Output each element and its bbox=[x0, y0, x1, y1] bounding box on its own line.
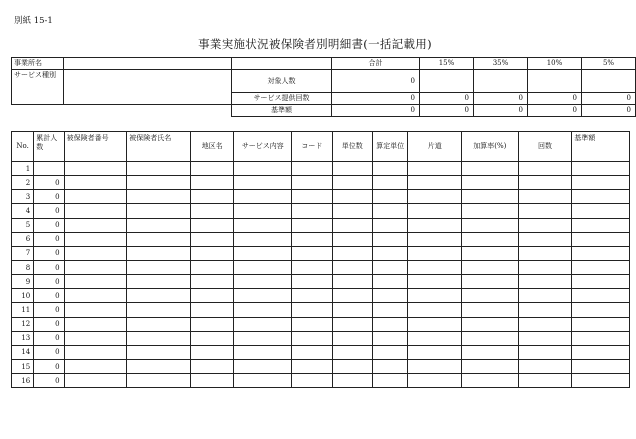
base-amount-field[interactable] bbox=[572, 275, 630, 289]
base-amount-field[interactable] bbox=[572, 317, 630, 331]
code-field[interactable] bbox=[292, 331, 332, 345]
addition-rate-field[interactable] bbox=[462, 374, 519, 388]
service-type-label: サービス種別 bbox=[12, 70, 64, 105]
one-way-field[interactable] bbox=[408, 374, 462, 388]
insured-name-field[interactable] bbox=[127, 162, 191, 176]
rate-15-header: 15% bbox=[420, 58, 474, 70]
service-content-field[interactable] bbox=[234, 374, 292, 388]
addition-rate-field[interactable] bbox=[462, 303, 519, 317]
table-row bbox=[12, 275, 630, 289]
code-field[interactable] bbox=[292, 176, 332, 190]
calc-unit-field[interactable] bbox=[373, 246, 408, 260]
times-field[interactable] bbox=[518, 317, 572, 331]
cumulative-count: 0 bbox=[34, 345, 64, 359]
times-field[interactable] bbox=[518, 331, 572, 345]
cumulative-count: 0 bbox=[34, 218, 64, 232]
cumulative-count: 0 bbox=[34, 289, 64, 303]
one-way-field[interactable] bbox=[408, 190, 462, 204]
district-field[interactable] bbox=[191, 260, 234, 274]
base-amount-field[interactable] bbox=[572, 204, 630, 218]
one-way-header: 片道 bbox=[408, 132, 462, 162]
unit-count-field[interactable] bbox=[332, 246, 372, 260]
addition-rate-field[interactable] bbox=[462, 359, 519, 373]
summary-cell bbox=[528, 70, 582, 93]
service-content-field[interactable] bbox=[234, 359, 292, 373]
calc-unit-field[interactable] bbox=[373, 275, 408, 289]
times-header: 回数 bbox=[518, 132, 572, 162]
summary-row-target-count bbox=[12, 70, 636, 93]
form-id: 別紙 15-1 bbox=[14, 16, 53, 26]
summary-row-base-amount bbox=[12, 105, 636, 117]
district-field[interactable] bbox=[191, 204, 234, 218]
service-content-field[interactable] bbox=[234, 275, 292, 289]
insured-name-field[interactable] bbox=[127, 331, 191, 345]
calc-unit-field[interactable] bbox=[373, 204, 408, 218]
addition-rate-field[interactable] bbox=[462, 275, 519, 289]
addition-rate-field[interactable] bbox=[462, 289, 519, 303]
calc-unit-field[interactable] bbox=[373, 374, 408, 388]
one-way-field[interactable] bbox=[408, 289, 462, 303]
district-field[interactable] bbox=[191, 190, 234, 204]
base-amount-field[interactable] bbox=[572, 374, 630, 388]
office-name-label: 事業所名 bbox=[12, 58, 64, 70]
summary-cell: 0 bbox=[332, 93, 420, 105]
code-field[interactable] bbox=[292, 218, 332, 232]
row-number: 10 bbox=[12, 289, 34, 303]
insured-name-field[interactable] bbox=[127, 289, 191, 303]
service-content-field[interactable] bbox=[234, 218, 292, 232]
row-number: 13 bbox=[12, 331, 34, 345]
base-amount-field[interactable] bbox=[572, 176, 630, 190]
district-field[interactable] bbox=[191, 303, 234, 317]
row-number: 3 bbox=[12, 190, 34, 204]
service-content-field[interactable] bbox=[234, 232, 292, 246]
summary-row-label: 基準額 bbox=[232, 105, 332, 117]
times-field[interactable] bbox=[518, 359, 572, 373]
base-amount-field[interactable] bbox=[572, 260, 630, 274]
one-way-field[interactable] bbox=[408, 246, 462, 260]
addition-rate-field[interactable] bbox=[462, 246, 519, 260]
code-field[interactable] bbox=[292, 204, 332, 218]
base-amount-field[interactable] bbox=[572, 345, 630, 359]
summary-row-label: サービス提供回数 bbox=[232, 93, 332, 105]
times-field[interactable] bbox=[518, 204, 572, 218]
unit-count-field[interactable] bbox=[332, 190, 372, 204]
table-row bbox=[12, 345, 630, 359]
base-amount-field[interactable] bbox=[572, 190, 630, 204]
service-content-header: サービス内容 bbox=[234, 132, 292, 162]
summary-cell: 0 bbox=[582, 105, 636, 117]
row-number: 2 bbox=[12, 176, 34, 190]
base-amount-field[interactable] bbox=[572, 289, 630, 303]
cumulative-header: 累計人数 bbox=[34, 132, 64, 162]
calc-unit-field[interactable] bbox=[373, 359, 408, 373]
service-content-field[interactable] bbox=[234, 345, 292, 359]
insured-name-header: 被保険者氏名 bbox=[127, 132, 191, 162]
unit-count-field[interactable] bbox=[332, 331, 372, 345]
insured-name-field[interactable] bbox=[127, 246, 191, 260]
times-field[interactable] bbox=[518, 162, 572, 176]
addition-rate-header: 加算率(%) bbox=[462, 132, 519, 162]
detail-table bbox=[11, 131, 630, 388]
unit-count-field[interactable] bbox=[332, 317, 372, 331]
insured-number-field[interactable] bbox=[64, 275, 127, 289]
times-field[interactable] bbox=[518, 303, 572, 317]
table-row bbox=[12, 303, 630, 317]
summary-header-row bbox=[12, 58, 636, 70]
summary-table bbox=[11, 57, 636, 117]
times-field[interactable] bbox=[518, 260, 572, 274]
calc-unit-field[interactable] bbox=[373, 317, 408, 331]
cumulative-count: 0 bbox=[34, 275, 64, 289]
service-content-field[interactable] bbox=[234, 204, 292, 218]
insured-number-field[interactable] bbox=[64, 176, 127, 190]
cumulative-count: 0 bbox=[34, 374, 64, 388]
insured-name-field[interactable] bbox=[127, 317, 191, 331]
addition-rate-field[interactable] bbox=[462, 204, 519, 218]
service-content-field[interactable] bbox=[234, 331, 292, 345]
row-number: 15 bbox=[12, 359, 34, 373]
times-field[interactable] bbox=[518, 232, 572, 246]
row-number: 11 bbox=[12, 303, 34, 317]
summary-cell: 0 bbox=[420, 93, 474, 105]
insured-number-field[interactable] bbox=[64, 359, 127, 373]
unit-count-field[interactable] bbox=[332, 176, 372, 190]
summary-cell bbox=[582, 70, 636, 93]
cumulative-count: 0 bbox=[34, 260, 64, 274]
addition-rate-field[interactable] bbox=[462, 218, 519, 232]
times-field[interactable] bbox=[518, 190, 572, 204]
insured-number-field[interactable] bbox=[64, 218, 127, 232]
unit-count-field[interactable] bbox=[332, 275, 372, 289]
code-field[interactable] bbox=[292, 359, 332, 373]
detail-header-row bbox=[12, 132, 630, 162]
district-field[interactable] bbox=[191, 331, 234, 345]
row-number: 7 bbox=[12, 246, 34, 260]
code-header: コード bbox=[292, 132, 332, 162]
one-way-field[interactable] bbox=[408, 260, 462, 274]
addition-rate-field[interactable] bbox=[462, 317, 519, 331]
one-way-field[interactable] bbox=[408, 317, 462, 331]
insured-name-field[interactable] bbox=[127, 303, 191, 317]
insured-name-field[interactable] bbox=[127, 232, 191, 246]
calc-unit-header: 算定単位 bbox=[373, 132, 408, 162]
code-field[interactable] bbox=[292, 260, 332, 274]
district-field[interactable] bbox=[191, 176, 234, 190]
service-content-field[interactable] bbox=[234, 260, 292, 274]
row-number: 14 bbox=[12, 345, 34, 359]
unit-count-field[interactable] bbox=[332, 289, 372, 303]
insured-number-field[interactable] bbox=[64, 345, 127, 359]
service-content-field[interactable] bbox=[234, 162, 292, 176]
no-header: No. bbox=[12, 132, 34, 162]
insured-number-header: 被保険者番号 bbox=[64, 132, 127, 162]
unit-count-field[interactable] bbox=[332, 374, 372, 388]
code-field[interactable] bbox=[292, 289, 332, 303]
base-amount-field[interactable] bbox=[572, 232, 630, 246]
insured-number-field[interactable] bbox=[64, 303, 127, 317]
table-row bbox=[12, 176, 630, 190]
insured-number-field[interactable] bbox=[64, 260, 127, 274]
summary-cell: 0 bbox=[474, 93, 528, 105]
base-amount-field[interactable] bbox=[572, 359, 630, 373]
one-way-field[interactable] bbox=[408, 345, 462, 359]
cumulative-count: 0 bbox=[34, 317, 64, 331]
row-number: 1 bbox=[12, 162, 34, 176]
times-field[interactable] bbox=[518, 374, 572, 388]
summary-row-label: 対象人数 bbox=[232, 70, 332, 93]
service-content-field[interactable] bbox=[234, 190, 292, 204]
calc-unit-field[interactable] bbox=[373, 345, 408, 359]
code-field[interactable] bbox=[292, 246, 332, 260]
insured-number-field[interactable] bbox=[64, 331, 127, 345]
cumulative-count: 0 bbox=[34, 190, 64, 204]
service-content-field[interactable] bbox=[234, 317, 292, 331]
times-field[interactable] bbox=[518, 176, 572, 190]
times-field[interactable] bbox=[518, 275, 572, 289]
insured-name-field[interactable] bbox=[127, 190, 191, 204]
code-field[interactable] bbox=[292, 317, 332, 331]
summary-cell: 0 bbox=[582, 93, 636, 105]
district-header: 地区名 bbox=[191, 132, 234, 162]
one-way-field[interactable] bbox=[408, 331, 462, 345]
addition-rate-field[interactable] bbox=[462, 190, 519, 204]
service-content-field[interactable] bbox=[234, 246, 292, 260]
district-field[interactable] bbox=[191, 218, 234, 232]
unit-count-field[interactable] bbox=[332, 162, 372, 176]
summary-blank bbox=[64, 105, 232, 117]
calc-unit-field[interactable] bbox=[373, 176, 408, 190]
service-content-field[interactable] bbox=[234, 176, 292, 190]
times-field[interactable] bbox=[518, 345, 572, 359]
table-row bbox=[12, 162, 630, 176]
cumulative-count: 0 bbox=[34, 246, 64, 260]
cumulative-count: 0 bbox=[34, 232, 64, 246]
one-way-field[interactable] bbox=[408, 204, 462, 218]
document-title: 事業実施状況被保険者別明細書(一括記載用) bbox=[198, 37, 432, 51]
district-field[interactable] bbox=[191, 374, 234, 388]
row-number: 8 bbox=[12, 260, 34, 274]
rate-10-header: 10% bbox=[528, 58, 582, 70]
summary-cell: 0 bbox=[474, 105, 528, 117]
code-field[interactable] bbox=[292, 345, 332, 359]
table-row bbox=[12, 218, 630, 232]
code-field[interactable] bbox=[292, 190, 332, 204]
table-row bbox=[12, 317, 630, 331]
calc-unit-field[interactable] bbox=[373, 260, 408, 274]
unit-count-field[interactable] bbox=[332, 204, 372, 218]
calc-unit-field[interactable] bbox=[373, 289, 408, 303]
insured-name-field[interactable] bbox=[127, 275, 191, 289]
service-content-field[interactable] bbox=[234, 289, 292, 303]
row-number: 5 bbox=[12, 218, 34, 232]
district-field[interactable] bbox=[191, 317, 234, 331]
summary-cell bbox=[420, 70, 474, 93]
unit-count-field[interactable] bbox=[332, 345, 372, 359]
calc-unit-field[interactable] bbox=[373, 232, 408, 246]
one-way-field[interactable] bbox=[408, 303, 462, 317]
one-way-field[interactable] bbox=[408, 176, 462, 190]
rate-35-header: 35% bbox=[474, 58, 528, 70]
insured-number-field[interactable] bbox=[64, 289, 127, 303]
district-field[interactable] bbox=[191, 246, 234, 260]
table-row bbox=[12, 374, 630, 388]
unit-count-field[interactable] bbox=[332, 359, 372, 373]
cumulative-count: 0 bbox=[34, 331, 64, 345]
base-amount-field[interactable] bbox=[572, 218, 630, 232]
addition-rate-field[interactable] bbox=[462, 260, 519, 274]
row-number: 9 bbox=[12, 275, 34, 289]
district-field[interactable] bbox=[191, 345, 234, 359]
insured-name-field[interactable] bbox=[127, 204, 191, 218]
row-number: 6 bbox=[12, 232, 34, 246]
calc-unit-field[interactable] bbox=[373, 190, 408, 204]
one-way-field[interactable] bbox=[408, 162, 462, 176]
summary-cell: 0 bbox=[332, 70, 420, 93]
insured-number-field[interactable] bbox=[64, 232, 127, 246]
insured-name-field[interactable] bbox=[127, 218, 191, 232]
one-way-field[interactable] bbox=[408, 359, 462, 373]
table-row bbox=[12, 289, 630, 303]
base-amount-field[interactable] bbox=[572, 246, 630, 260]
unit-count-field[interactable] bbox=[332, 260, 372, 274]
office-name-field[interactable] bbox=[64, 58, 232, 70]
service-content-field[interactable] bbox=[234, 303, 292, 317]
addition-rate-field[interactable] bbox=[462, 176, 519, 190]
cumulative-count: 0 bbox=[34, 303, 64, 317]
calc-unit-field[interactable] bbox=[373, 218, 408, 232]
base-amount-field[interactable] bbox=[572, 303, 630, 317]
table-row bbox=[12, 331, 630, 345]
insured-name-field[interactable] bbox=[127, 260, 191, 274]
insured-name-field[interactable] bbox=[127, 345, 191, 359]
calc-unit-field[interactable] bbox=[373, 331, 408, 345]
code-field[interactable] bbox=[292, 303, 332, 317]
row-number: 4 bbox=[12, 204, 34, 218]
base-amount-field[interactable] bbox=[572, 162, 630, 176]
code-field[interactable] bbox=[292, 232, 332, 246]
one-way-field[interactable] bbox=[408, 218, 462, 232]
district-field[interactable] bbox=[191, 162, 234, 176]
insured-number-field[interactable] bbox=[64, 246, 127, 260]
summary-cell: 0 bbox=[528, 105, 582, 117]
insured-name-field[interactable] bbox=[127, 359, 191, 373]
district-field[interactable] bbox=[191, 359, 234, 373]
calc-unit-field[interactable] bbox=[373, 303, 408, 317]
total-header: 合計 bbox=[332, 58, 420, 70]
cumulative-count: 0 bbox=[34, 204, 64, 218]
insured-name-field[interactable] bbox=[127, 374, 191, 388]
service-type-field[interactable] bbox=[64, 70, 232, 105]
table-row bbox=[12, 232, 630, 246]
cumulative-count bbox=[34, 162, 64, 176]
unit-count-header: 単位数 bbox=[332, 132, 372, 162]
addition-rate-field[interactable] bbox=[462, 162, 519, 176]
district-field[interactable] bbox=[191, 232, 234, 246]
insured-name-field[interactable] bbox=[127, 176, 191, 190]
summary-cell bbox=[474, 70, 528, 93]
addition-rate-field[interactable] bbox=[462, 331, 519, 345]
addition-rate-field[interactable] bbox=[462, 345, 519, 359]
table-row bbox=[12, 359, 630, 373]
district-field[interactable] bbox=[191, 275, 234, 289]
table-row bbox=[12, 204, 630, 218]
times-field[interactable] bbox=[518, 218, 572, 232]
insured-number-field[interactable] bbox=[64, 204, 127, 218]
rate-5-header: 5% bbox=[582, 58, 636, 70]
summary-corner-cell bbox=[232, 58, 332, 70]
unit-count-field[interactable] bbox=[332, 303, 372, 317]
one-way-field[interactable] bbox=[408, 232, 462, 246]
base-amount-header: 基準額 bbox=[572, 132, 630, 162]
calc-unit-field[interactable] bbox=[373, 162, 408, 176]
table-row bbox=[12, 260, 630, 274]
insured-number-field[interactable] bbox=[64, 374, 127, 388]
detail-body bbox=[12, 162, 630, 388]
unit-count-field[interactable] bbox=[332, 232, 372, 246]
insured-number-field[interactable] bbox=[64, 317, 127, 331]
code-field[interactable] bbox=[292, 374, 332, 388]
summary-cell: 0 bbox=[528, 93, 582, 105]
row-number: 12 bbox=[12, 317, 34, 331]
summary-cell: 0 bbox=[332, 105, 420, 117]
base-amount-field[interactable] bbox=[572, 331, 630, 345]
code-field[interactable] bbox=[292, 162, 332, 176]
summary-blank bbox=[12, 105, 64, 117]
code-field[interactable] bbox=[292, 275, 332, 289]
insured-number-field[interactable] bbox=[64, 162, 127, 176]
addition-rate-field[interactable] bbox=[462, 232, 519, 246]
unit-count-field[interactable] bbox=[332, 218, 372, 232]
table-row bbox=[12, 246, 630, 260]
cumulative-count: 0 bbox=[34, 176, 64, 190]
insured-number-field[interactable] bbox=[64, 190, 127, 204]
times-field[interactable] bbox=[518, 246, 572, 260]
summary-cell: 0 bbox=[420, 105, 474, 117]
one-way-field[interactable] bbox=[408, 275, 462, 289]
table-row bbox=[12, 190, 630, 204]
times-field[interactable] bbox=[518, 289, 572, 303]
district-field[interactable] bbox=[191, 289, 234, 303]
cumulative-count: 0 bbox=[34, 359, 64, 373]
row-number: 16 bbox=[12, 374, 34, 388]
